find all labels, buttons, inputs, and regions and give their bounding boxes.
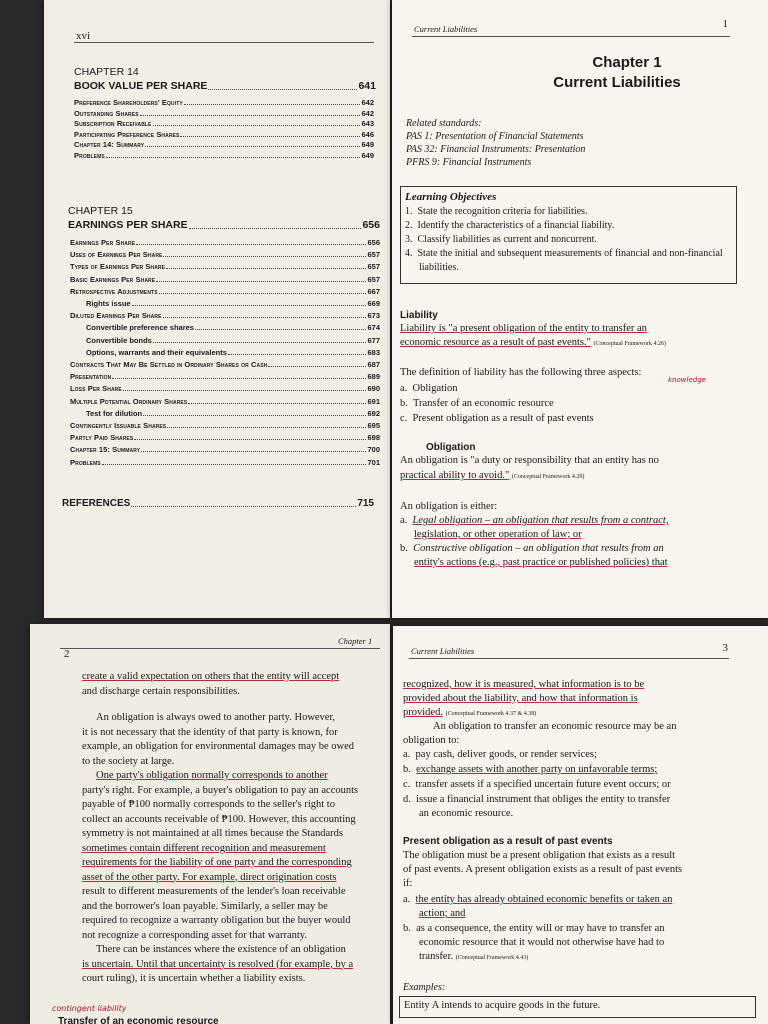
toc-ch15-title[interactable]: EARNINGS PER SHARE 656 <box>68 219 380 231</box>
learning-objectives-title: Learning Objectives <box>405 191 497 203</box>
handwritten-note: knowledge <box>668 376 706 384</box>
intro-line2: obligation to: <box>403 735 460 746</box>
top-line1: recognized, how it is measured, what information is to be <box>403 679 645 690</box>
toc-entry-label: Contracts That May Be Settled in Ordinary Shares or Cash <box>70 360 268 369</box>
toc-entry-page: 683 <box>367 347 380 357</box>
toc-entry-label: Multiple Potential Ordinary Shares <box>70 396 188 406</box>
toc-entry-page: 656 <box>367 238 380 247</box>
toc-entry[interactable] <box>70 372 380 381</box>
page-number: 3 <box>722 642 728 654</box>
standards-label: Related standards: <box>406 118 482 129</box>
constructive-obligation-cont: entity's actions (e.g., past practice or published policies) that <box>414 557 668 568</box>
aspect-b: b. Transfer of an economic resource <box>400 398 554 409</box>
toc-entry[interactable] <box>70 360 380 369</box>
obligation-def-line2: practical ability to avoid." (Conceptual Framework 4.29) <box>400 470 585 481</box>
toc-entry-page: 657 <box>367 250 380 260</box>
item-d-cont: an economic resource. <box>419 808 514 819</box>
toc-entry[interactable] <box>74 151 374 160</box>
example-box <box>399 996 756 1018</box>
toc-entry[interactable] <box>70 275 380 284</box>
toc-entry-label: Loss Per Share <box>70 384 122 394</box>
present-line2: of past events. A present obligation exists as a result of past events <box>403 864 683 875</box>
toc-entry[interactable] <box>70 250 380 259</box>
objective-4: 4. State the initial and subsequent measurements of financial and non-financial liabilities. <box>405 248 723 273</box>
condition-a-cont: action; and <box>419 908 466 919</box>
toc-entry-label: Types of Earnings Per Share <box>70 262 166 272</box>
obligation-heading: Obligation <box>426 442 476 453</box>
body-line: sometimes contain different recognition and measurement <box>82 842 326 854</box>
body-line: court ruling), it is uncertain whether a liability exists. <box>82 973 306 984</box>
toc-entry[interactable] <box>74 119 374 128</box>
toc-entry-label: Partly Paid Shares <box>70 433 134 443</box>
toc-entry-page: 642 <box>361 98 374 107</box>
legal-obligation: a. Legal obligation – an obligation that results from a contract, <box>400 515 669 526</box>
page-1 <box>392 0 768 618</box>
toc-entry-label: Subscription Receivable <box>74 119 152 128</box>
toc-entry-page: 667 <box>367 286 380 296</box>
condition-b: b. as a consequence, the entity will or may have to transfer an <box>403 923 665 934</box>
toc-entry-page: 700 <box>367 445 380 455</box>
body-line: An obligation is always owed to another party. However, <box>96 712 336 723</box>
toc-entry[interactable] <box>74 130 374 139</box>
running-header: Current Liabilities <box>414 24 478 34</box>
page-3 <box>393 626 768 1024</box>
toc-entry-label: Presentation <box>70 372 112 382</box>
obligation-def-line1: An obligation is "a duty or responsibility that an entity has no <box>400 455 659 466</box>
body-line: not recognize a corresponding asset for that warranty. <box>82 929 307 941</box>
page-number: 2 <box>64 648 70 660</box>
toc-entry[interactable] <box>70 311 380 320</box>
example-1: Entity A intends to acquire goods in the future. <box>404 1000 601 1011</box>
toc-entry[interactable] <box>70 238 380 247</box>
toc-entry-label: Chapter 15: Summary <box>70 445 141 455</box>
learning-objectives-box <box>400 186 737 284</box>
aspect-c: c. Present obligation as a result of past events <box>400 413 594 424</box>
toc-entry-page: 695 <box>367 421 380 430</box>
item-c: c. transfer assets if a specified uncertain future event occurs; or <box>403 779 671 790</box>
toc-entry[interactable] <box>86 336 380 345</box>
toc-entry-page: 674 <box>367 323 380 333</box>
objective-3: 3. Classify liabilities as current and noncurrent. <box>405 234 597 245</box>
condition-a: a. the entity has already obtained economic benefits or taken an <box>403 894 673 905</box>
body-line: and the borrower's loan payable. Similarly, a seller may be <box>82 900 328 912</box>
page-2 <box>30 624 390 1024</box>
toc-entry-label: Preference Shareholders' Equity <box>74 98 183 107</box>
toc-entry[interactable] <box>86 348 380 357</box>
header-rule <box>74 42 374 43</box>
toc-entry-page: 698 <box>367 433 380 443</box>
body-line: party's right. For example, a buyer's obligation to pay an accounts <box>82 784 359 796</box>
toc-entry[interactable] <box>70 433 380 442</box>
objective-2: 2. Identify the characteristics of a financial liability. <box>405 220 615 231</box>
body-line: create a valid expectation on others that the entity will accept <box>82 671 340 682</box>
toc-entry-page: 669 <box>367 299 380 308</box>
objective-1: 1. State the recognition criteria for liabilities. <box>405 206 588 217</box>
liability-def-line1: Liability is "a present obligation of the entity to transfer an <box>400 323 647 334</box>
liability-heading: Liability <box>400 310 438 321</box>
handwritten-note: contingent liability <box>52 1004 127 1013</box>
toc-entry-label: Uses of Earnings Per Share <box>70 250 163 260</box>
header-rule <box>412 36 730 37</box>
condition-b-end: transfer. (Conceptual Framework 4.43) <box>419 951 529 962</box>
body-line: There can be instances where the existence of an obligation <box>96 944 346 955</box>
toc-entry-page: 649 <box>361 150 374 160</box>
toc-entry-label: Convertible bonds <box>86 335 152 345</box>
toc-entry-page: 690 <box>367 384 380 394</box>
body-line: is uncertain. Until that uncertainty is resolved (for example, by a <box>82 958 354 970</box>
header-rule <box>60 648 380 649</box>
aspect-a: a. Obligation <box>400 383 458 394</box>
toc-entry-label: Diluted Earnings Per Share <box>70 311 162 321</box>
item-b: b. exchange assets with another party on unfavorable terms; <box>403 764 658 775</box>
present-obligation-heading: Present obligation as a result of past events <box>403 836 613 847</box>
toc-entry-label: Chapter 14: Summary <box>74 140 145 149</box>
toc-entry-label: Rights issue <box>86 299 131 308</box>
examples-label: Examples: <box>403 982 446 993</box>
toc-entry[interactable] <box>74 140 374 149</box>
item-d: d. issue a financial instrument that obliges the entity to transfer <box>403 794 671 805</box>
toc-entry-page: 649 <box>361 140 374 149</box>
chapter-title: Current Liabilities <box>553 74 681 91</box>
toc-entry[interactable] <box>70 384 380 393</box>
condition-b-cont: economic resource that it would not otherwise have had to <box>419 937 665 948</box>
page-number: 1 <box>722 18 728 30</box>
toc-entry[interactable] <box>70 458 380 467</box>
toc-entry-page: 673 <box>367 311 380 321</box>
either-intro: An obligation is either: <box>400 501 498 512</box>
toc-entry[interactable] <box>70 445 380 454</box>
body-line: collect an accounts receivable of ₱100. However, this accounting <box>82 813 356 825</box>
body-line: example, an obligation for environmental damages may be owed <box>82 741 355 752</box>
toc-entry[interactable] <box>86 409 380 418</box>
toc-entry-page: 643 <box>361 119 374 128</box>
present-line1: The obligation must be a present obligation that exists as a result <box>403 850 676 861</box>
toc-entry-label: Options, warrants and their equivalents <box>86 347 227 357</box>
body-line: required to recognize a warranty obligation but the buyer would <box>82 915 351 926</box>
next-heading: Transfer of an economic resource <box>58 1016 219 1024</box>
toc-entry-label: Problems <box>70 457 101 467</box>
standard-pas32: PAS 32: Financial Instruments: Presentation <box>406 144 586 155</box>
toc-entry-page: 642 <box>361 108 374 118</box>
toc-entry[interactable] <box>74 109 374 118</box>
toc-entry[interactable] <box>86 299 380 308</box>
body-line: symmetry is not maintained at all times because the Standards <box>82 828 343 839</box>
toc-entry-page: 687 <box>367 360 380 369</box>
chapter-label: Chapter 1 <box>592 54 662 71</box>
toc-entry[interactable] <box>74 98 374 107</box>
toc-chapter-15: CHAPTER 15 <box>68 205 133 217</box>
intro-line1: An obligation to transfer an economic resource may be an <box>433 721 677 732</box>
top-line2: provided about the liability, and how that information is <box>403 693 638 704</box>
header-rule <box>409 658 729 659</box>
body-line: and discharge certain responsibilities. <box>82 685 240 697</box>
toc-entry[interactable] <box>70 262 380 271</box>
body-line: One party's obligation normally corresponds to another <box>96 770 328 781</box>
running-header: Current Liabilities <box>411 646 475 656</box>
body-line: requirements for the liability of one party and the corresponding <box>82 857 352 868</box>
constructive-obligation: b. Constructive obligation – an obligation that results from an <box>400 543 664 554</box>
toc-entry-label: Earnings Per Share <box>70 238 136 247</box>
toc-chapter-14: CHAPTER 14 <box>74 66 139 78</box>
toc-entry-page: 646 <box>361 129 374 139</box>
standard-pas1: PAS 1: Presentation of Financial Statements <box>406 131 584 142</box>
body-line: asset of the other party. For example, direct origination costs <box>82 871 337 883</box>
toc-references[interactable]: REFERENCES 715 <box>62 498 374 509</box>
body-line: to the society at large. <box>82 755 175 767</box>
toc-entry-page: 657 <box>367 262 380 272</box>
top-line3: provided. (Conceptual Framework 4.37 & 4.38) <box>403 707 537 718</box>
body-line: payable of ₱100 normally corresponds to the seller's right to <box>82 799 335 810</box>
toc-entry-label: Retrospective Adjustments <box>70 286 158 296</box>
liability-def-line2: economic resource as a result of past events." (Conceptual Framework 4.26) <box>400 337 666 348</box>
toc-entry-page: 677 <box>367 335 380 345</box>
toc-page <box>44 0 390 618</box>
running-header: Chapter 1 <box>338 636 373 646</box>
body-line: result to different measurements of the lender's loan receivable <box>82 886 346 897</box>
toc-entry-label: Contingently Issuable Shares <box>70 421 167 430</box>
item-a: a. pay cash, deliver goods, or render services; <box>403 749 597 760</box>
aspects-intro: The definition of liability has the following three aspects: <box>400 367 642 378</box>
standard-pfrs9: PFRS 9: Financial Instruments <box>406 157 532 168</box>
toc-entry-page: 701 <box>367 457 380 467</box>
present-line3: if: <box>403 878 413 889</box>
toc-entry-page: 657 <box>367 274 380 284</box>
toc-entry-page: 692 <box>367 408 380 418</box>
toc-entry-label: Outstanding Shares <box>74 108 139 118</box>
toc-ch14-title[interactable]: BOOK VALUE PER SHARE 641 <box>74 80 376 92</box>
legal-obligation-cont: legislation, or other operation of law; or <box>414 529 582 540</box>
toc-entry-label: Test for dilution <box>86 408 143 418</box>
toc-entry-label: Basic Earnings Per Share <box>70 274 156 284</box>
toc-entry[interactable] <box>70 421 380 430</box>
toc-entry-label: Participating Preference Shares <box>74 129 180 139</box>
toc-entry[interactable] <box>86 323 380 332</box>
toc-entry-label: Convertible preference shares <box>86 323 194 333</box>
toc-entry-page: 691 <box>367 396 380 406</box>
page-number: xvi <box>76 30 91 42</box>
toc-entry[interactable] <box>70 397 380 406</box>
toc-entry-page: 689 <box>367 372 380 382</box>
toc-entry-label: Problems <box>74 150 105 160</box>
toc-entry[interactable] <box>70 287 380 296</box>
body-line: it is not necessary that the identity of that party is known, for <box>82 726 338 738</box>
